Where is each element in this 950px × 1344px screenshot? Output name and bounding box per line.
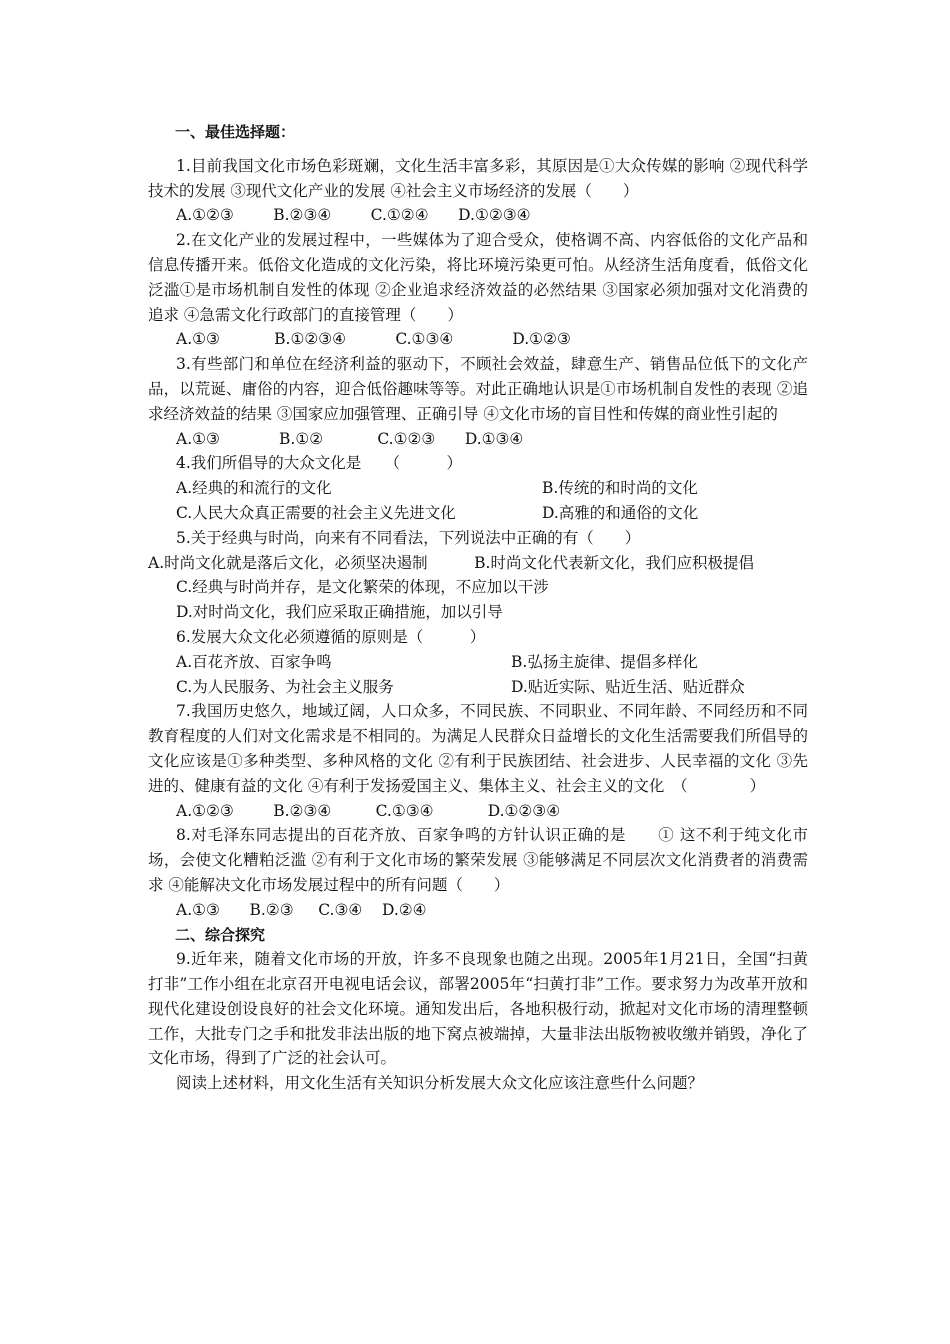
option-d: D.①②③④: [487, 801, 561, 820]
question-5-option-d: D.对时尚文化，我们应采取正确措施，加以引导: [176, 603, 503, 622]
option-c: C.为人民服务、为社会主义服务: [176, 677, 394, 696]
option-c: C.①③④: [375, 801, 434, 820]
question-2-options: [148, 327, 808, 352]
question-1: 1.目前我国文化市场色彩斑斓，文化生活丰富多彩，其原因是①大众传媒的影响 ②现代科学技术的发展 ③现代文化产业的发展 ④社会主义市场经济的发展（ ）: [148, 156, 808, 200]
question-5-option-ab: A.时尚文化就是落后文化，必须坚决遏制 B.时尚文化代表新文化，我们应积极提倡: [148, 553, 754, 572]
option-b: B.传统的和时尚的文化: [542, 479, 698, 498]
question-7: 7.我国历史悠久，地域辽阔，人口众多，不同民族、不同职业、不同年龄、不同经历和不同教育程度的人们对文化需求是不相同的。为满足人民群众日益增长的文化生活需要我们所倡导的文化应该是①多种类型、多种风格的文化 ②有利于民族团结、社会进步、人民幸福的文化 ③先进的、健康有益的文化 ④有利于发扬爱国主义、集体主义、社会主义的文化 （ ）: [148, 702, 808, 795]
question-9-prompt: 阅读上述材料，用文化生活有关知识分析发展大众文化应该注意些什么问题？: [176, 1074, 704, 1093]
question-3: 3.有些部门和单位在经济利益的驱动下，不顾社会效益，肆意生产、销售品位低下的文化产品，以荒诞、庸俗的内容，迎合低俗趣味等等。对此正确地认识是①市场机制自发性的表现 ②追求经济效益的结果 ③国家应加强管理、正确引导 ④文化市场的盲目性和传媒的商业性引起的: [148, 355, 808, 423]
option-b: B.②③④: [273, 801, 332, 820]
option-c: C.①②④: [370, 206, 429, 225]
option-b: B.①②③④: [274, 330, 347, 349]
option-d: D.①②③: [512, 330, 571, 349]
question-8: 8.对毛泽东同志提出的百花齐放、百家争鸣的方针认识正确的是 ① 这不利于纯文化市场，会使文化糟粕泛滥 ②有利于文化市场的繁荣发展 ③能够满足不同层次文化消费者的消费需求 ④能解决文化市场发展过程中的所有问题（ ）: [148, 826, 808, 894]
question-7-options: [148, 799, 808, 824]
question-5-option-c: C.经典与时尚并存，是文化繁荣的体现，不应加以干涉: [176, 578, 549, 597]
option-a: A.①②③: [176, 801, 234, 820]
question-6-options-row2: [148, 675, 808, 700]
option-d: D.②④: [381, 900, 427, 919]
option-c: C.人民大众真正需要的社会主义先进文化: [176, 503, 456, 522]
question-6: 6.发展大众文化必须遵循的原则是（ ）: [176, 627, 486, 646]
option-a: A.①③: [176, 900, 220, 919]
question-3-options: [148, 427, 808, 452]
option-a: A.①②③: [176, 206, 234, 225]
option-c: C.①②③: [377, 429, 436, 448]
option-c: C.③④: [318, 900, 363, 919]
worksheet-page: [148, 120, 808, 1096]
option-a: A.①③: [176, 429, 220, 448]
option-d: D.①③④: [464, 429, 524, 448]
question-1-options: [148, 203, 808, 228]
option-a: A.经典的和流行的文化: [176, 479, 332, 498]
question-5: 5.关于经典与时尚，向来有不同看法，下列说法中正确的有（ ）: [176, 528, 641, 547]
option-a: A.①③: [176, 330, 220, 349]
question-8-options: [148, 898, 808, 923]
question-2: 2.在文化产业的发展过程中，一些媒体为了迎合受众，使格调不高、内容低俗的文化产品和信息传播开来。低俗文化造成的文化污染，将比环境污染更可怕。从经济生活角度看，低俗文化泛滥①是市场机制自发性的体现 ②企业追求经济效益的必然结果 ③国家必须加强对文化消费的追求 ④急需文化行政部门的直接管理（ ）: [148, 231, 808, 324]
option-b: B.①②: [279, 429, 324, 448]
section-heading-choice: 一、最佳选择题：: [175, 123, 296, 141]
question-9-material: 9.近年来，随着文化市场的开放，许多不良现象也随之出现。2005年1月21日，全国“扫黄打非”工作小组在北京召开电视电话会议，部署2005年“扫黄打非”工作。要求努力为改革开放和现代化建设创设良好的社会文化环境。通知发出后，各地积极行动，掀起对文化市场的清理整顿工作，大批专门之手和批发非法出版的地下窝点被端掉，大量非法出版物被收缴并销毁，净化了文化市场，得到了广泛的社会认可。: [148, 950, 808, 1068]
option-c: C.①③④: [395, 330, 454, 349]
option-b: B.弘扬主旋律、提倡多样化: [511, 652, 698, 671]
option-b: B.②③④: [273, 206, 332, 225]
section-heading-inquiry: 二、综合探究: [175, 925, 266, 944]
question-4-options-row2: [148, 501, 808, 526]
option-d: D.高雅的和通俗的文化: [542, 503, 699, 522]
question-6-options-row1: [148, 650, 808, 675]
option-d: D.贴近实际、贴近生活、贴近群众: [511, 677, 745, 696]
option-a: A.百花齐放、百家争鸣: [176, 652, 332, 671]
option-d: D.①②③④: [458, 206, 531, 225]
question-4: 4.我们所倡导的大众文化是 （ ）: [176, 454, 463, 473]
question-4-options-row1: [148, 476, 808, 501]
option-b: B.②③: [249, 900, 294, 919]
